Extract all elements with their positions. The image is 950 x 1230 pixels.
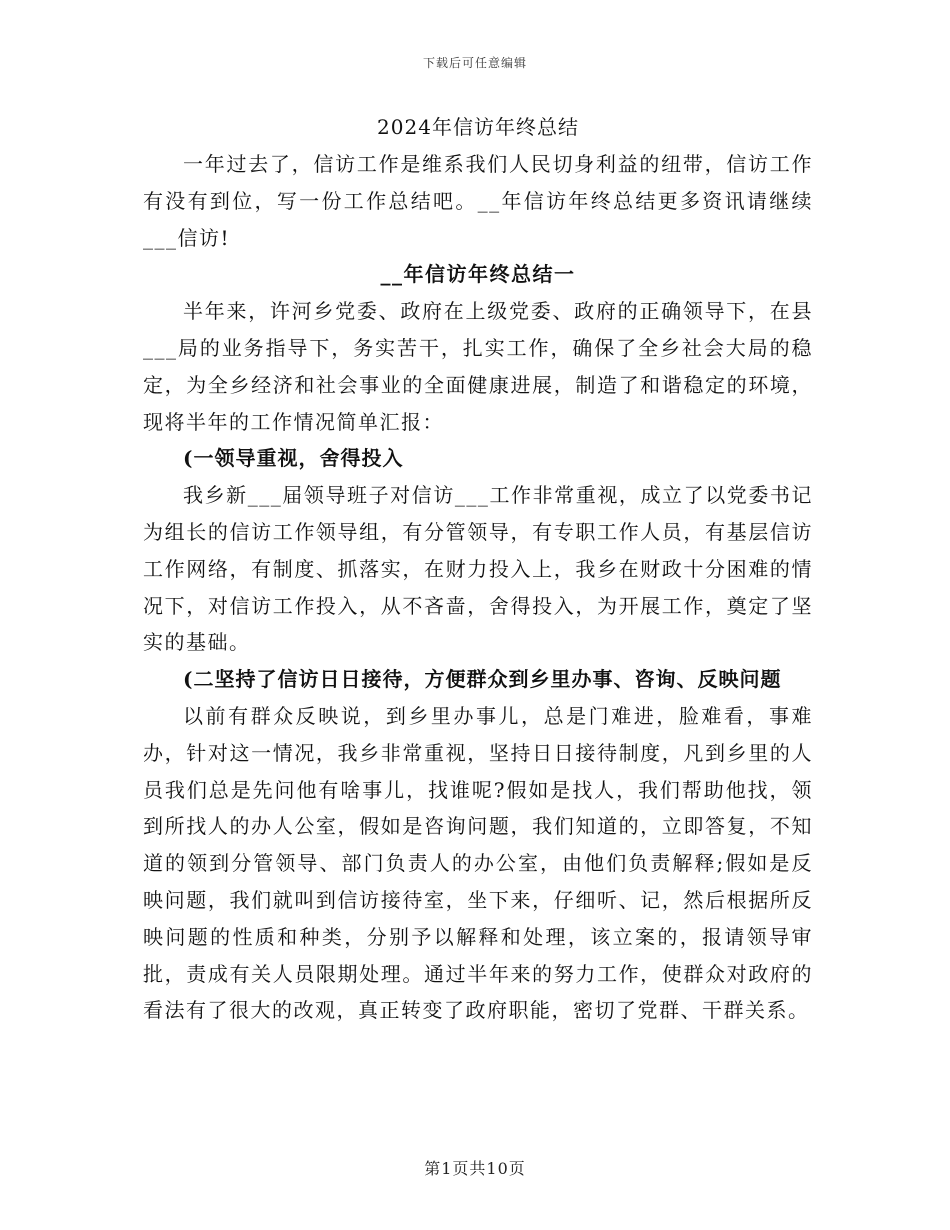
paragraph-1: 半年来，许河乡党委、政府在上级党委、政府的正确领导下，在县___局的业务指导下，务实苦干，扎实工作，确保了全乡社会大局的稳定，为全乡经济和社会事业的全面健康进展，制造了和谐稳定的环境，现将半年的工作情况简单汇报： — [143, 299, 813, 434]
document-title: 2024年信访年终总结 — [377, 115, 579, 139]
heading-1: (一领导重视，舍得投入 — [183, 446, 404, 471]
paragraph-2: 我乡新___届领导班子对信访___工作非常重视，成立了以党委书记为组长的信访工作领导组，有分管领导，有专职工作人员，有基层信访工作网络，有制度、抓落实，在财力投入上，我乡在财政十分困难的情况下，对信访工作投入，从不吝啬，舍得投入，为开展工作，奠定了坚实的基础。 — [143, 483, 813, 655]
section-title: __年信访年终总结一 — [380, 262, 576, 287]
intro-paragraph: 一年过去了，信访工作是维系我们人民切身利益的纽带，信访工作有没有到位，写一份工作总结吧。__年信访年终总结更多资讯请继续___信访! — [143, 152, 813, 250]
document-body — [143, 112, 813, 1029]
header-note: 下载后可任意编辑 — [422, 56, 527, 70]
page-footer: 第1页共10页 — [424, 1159, 526, 1178]
paragraph-3: 以前有群众反映说，到乡里办事儿，总是门难进，脸难看，事难办，针对这一情况，我乡非常重视，坚持日日接待制度，凡到乡里的人员我们总是先问他有啥事儿，找谁呢?假如是找人，我们帮助他找，领到所找人的办人公室，假如是咨询问题，我们知道的，立即答复，不知道的领到分管领导、部门负责人的办公室，由他们负责解释;假如是反映问题，我们就叫到信访接待室，坐下来，仔细听、记，然后根据所反映问题的性质和种类，分别予以解释和处理，该立案的，报请领导审批，责成有关人员限期处理。通过半年来的努力工作，使群众对政府的看法有了很大的改观，真正转变了政府职能，密切了党群、干群关系。 — [143, 703, 813, 1023]
heading-2: (二坚持了信访日日接待，方便群众到乡里办事、咨询、反映问题 — [183, 667, 782, 692]
